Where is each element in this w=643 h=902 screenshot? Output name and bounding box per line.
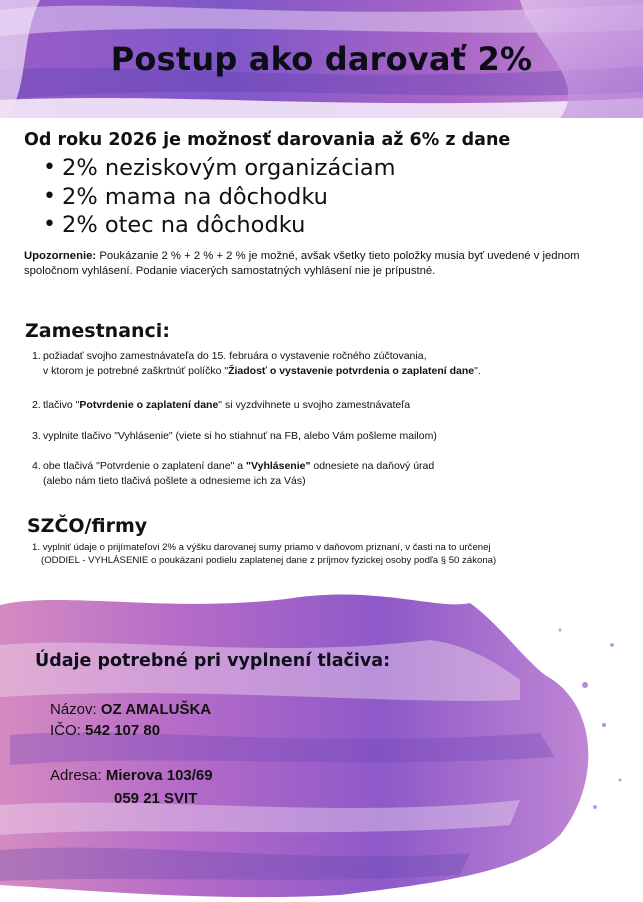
ico-label: IČO: [50,722,86,739]
intro-heading: Od roku 2026 je možnosť darovania až 6% z dane [24,130,511,150]
step-text-bold: Potvrdenie o zaplatení dane [79,399,219,411]
ico-row [50,722,160,739]
step-text-prefix: tlačivo " [43,399,80,411]
list-item [32,398,410,413]
step-text-note: (alebo nám tieto tlačivá pošlete a odnesieme ich za Vás) [43,475,306,487]
step-text-suffix: " si vyzdvihnete u svojho zamestnávateľa [218,399,411,411]
list-item [42,183,396,212]
step-number: 2. [32,399,41,411]
step-number: 4. [32,460,41,472]
employees-step-4 [32,459,434,489]
address-row-2 [114,790,197,807]
list-item [42,154,396,183]
step-number: 1. [32,542,41,553]
address-row [50,767,213,784]
step-number: 1. [32,350,41,362]
list-item-text: 2% mama na dôchodku [62,183,328,210]
info-heading: Údaje potrebné pri vyplnení tlačiva: [35,651,391,671]
step-text-bold: Žiadosť o vystavenie potvrdenia o zaplatení dane [228,365,475,377]
warning-label: Upozornenie: [24,250,97,262]
list-item [32,349,481,379]
step-text-prefix: obe tlačivá "Potvrdenie o zaplatení dane" a [43,460,247,472]
list-item [32,429,437,444]
step-text-suffix: ". [474,365,481,377]
address-label: Adresa: [50,767,106,784]
step-text-bold: "Vyhlásenie" [246,460,311,472]
bullet-icon: • [43,212,56,237]
self-employed-step [32,541,632,567]
ico-value: 542 107 80 [85,722,161,739]
warning-note [24,249,614,279]
self-employed-heading: SZČO/firmy [27,515,148,537]
org-name-label: Názov: [50,701,101,718]
employees-step-2 [32,398,410,413]
step-text: vyplniť údaje o prijímateľovi 2% a výšku darovanej sumy priamo v daňovom priznaní, v časti na to určenej [42,542,491,553]
employees-step-1 [32,349,481,379]
list-item-text: 2% neziskovým organizáciam [62,155,396,181]
step-number: 3. [32,430,41,442]
footer-paint-background [0,585,643,902]
warning-text: Poukázanie 2 % + 2 % + 2 % je možné, avšak všetky tieto položky musia byť uvedené v jednom spoločnom vyhlásení. Podanie viacerých samostatných vyhlásení nie je prípustné. [24,250,580,277]
list-item-text: 2% otec na dôchodku [62,212,306,238]
list-item [42,211,396,240]
page-title: Postup ako darovať 2% [110,40,533,78]
step-text-prefix: v ktorom je potrebné zaškrtnúť políčko " [43,365,229,377]
step-text: požiadať svojho zamestnávateľa do 15. februára o vystavenie ročného zúčtovania, [43,350,427,362]
employees-step-3 [32,429,437,444]
step-text: vyplnite tlačivo "Vyhlásenie" (viete si ho stiahnuť na FB, alebo Vám pošleme mailom) [43,430,437,442]
bullet-icon: • [43,155,56,180]
employees-heading: Zamestnanci: [25,320,170,342]
org-name-value: OZ AMALUŠKA [100,701,212,718]
bullet-icon: • [43,183,56,209]
list-item [32,459,434,489]
address-line-2: 059 21 SVIT [114,790,198,807]
address-line-1: Mierova 103/69 [105,767,213,784]
recipient-list [42,154,396,240]
org-name-row [50,701,211,718]
step-text-note: (ODDIEL - VYHLÁSENIE o poukázaní podielu zaplatenej dane z príjmov fyzickej osoby podľa § 50 zákona) [41,555,497,566]
step-text-suffix: odnesiete na daňový úrad [310,460,435,472]
